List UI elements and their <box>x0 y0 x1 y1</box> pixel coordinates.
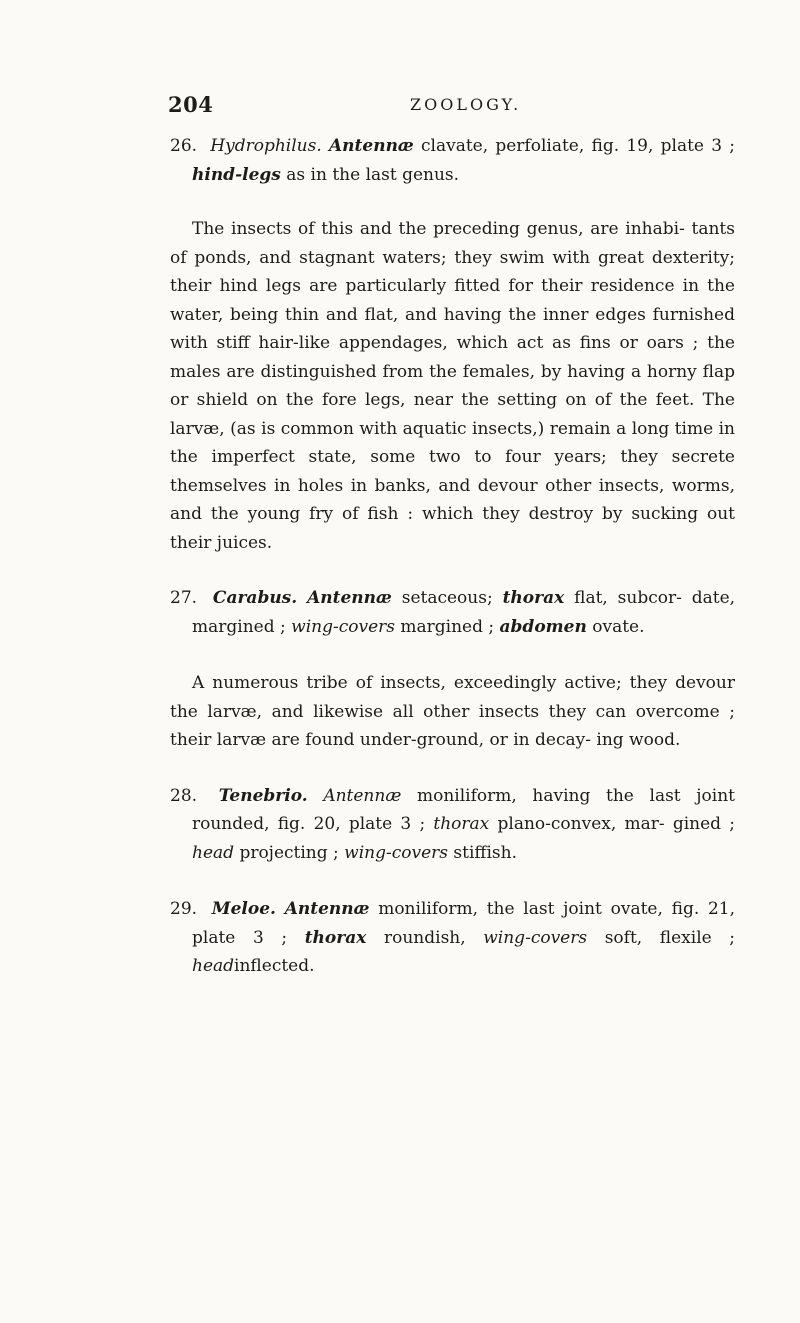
antennae-label: Antennæ <box>323 785 402 806</box>
thorax-label: thorax <box>502 588 565 608</box>
paragraph-carabus-habits: A numerous tribe of insects, exceedingly active; they devour the larvæ, and likewise all other insects they can overcome ; their larvæ are found under-ground, or in decay- ing wood. <box>170 673 735 750</box>
genus-entry-tenebrio <box>170 782 735 868</box>
genus-name: Hydrophilus. <box>210 136 322 156</box>
antennae-description: setaceous; <box>401 588 493 608</box>
antennae-description: moniliform, the last joint ovate, fig. 21, plate 3 ; <box>192 899 735 948</box>
entry-number: 29. <box>170 899 198 919</box>
thorax-label: thorax <box>304 927 367 948</box>
genus-entry-hydrophilus <box>170 132 735 189</box>
wing-covers-description: margined ; <box>400 616 495 637</box>
head-description: inflected. <box>234 956 315 976</box>
head-label: head <box>192 956 235 976</box>
wing-covers-description: stiffish. <box>453 842 518 863</box>
page-header <box>168 92 728 122</box>
antennae-description: clavate, perfoliate, fig. 19, plate 3 ; <box>421 136 735 156</box>
running-head: ZOOLOGY. <box>410 95 522 114</box>
abdomen-label: abdomen <box>499 616 587 637</box>
page-body <box>170 132 735 981</box>
antennae-label: Antennæ <box>307 588 392 608</box>
genus-name: Tenebrio. <box>218 785 308 806</box>
thorax-description: flat, subcor- date, margined ; <box>192 588 736 637</box>
legs-description: as in the last genus. <box>286 164 460 185</box>
wing-covers-label: wing-covers <box>291 616 395 637</box>
genus-name: Meloe. <box>211 899 276 919</box>
antennae-label: Antennæ <box>284 899 370 919</box>
entry-number: 28. <box>170 785 198 806</box>
entry-number: 27. <box>170 588 198 608</box>
head-label: head <box>192 842 235 863</box>
genus-name: Carabus. <box>212 588 298 608</box>
antennae-description: moniliform, having the last joint rounded, fig. 20, plate 3 ; <box>192 785 736 834</box>
thorax-label: thorax <box>433 814 490 834</box>
wing-covers-label: wing-covers <box>344 842 449 863</box>
entry-number: 26. <box>170 136 198 156</box>
genus-entry-carabus <box>170 584 735 641</box>
wing-covers-label: wing-covers <box>483 927 588 948</box>
legs-label: hind-legs <box>192 164 281 185</box>
wing-covers-description: soft, flexile ; <box>604 927 736 948</box>
thorax-description: plano-convex, mar- gined ; <box>497 814 735 834</box>
paragraph-aquatic-insects: The insects of this and the preceding genus, are inhabi- tants of ponds, and stagnant waters; they swim with great dexterity; their hind legs are particularly fitted for their residence in the water, being thin and flat, and having the inner edges furnished with stiff hair-like appendages, which act as fins or oars ; the males are distinguished from the females, by having a horny flap or shield on the fore legs, near the setting on of the feet. The larvæ, (as is common with aquatic insects,) remain a long time in the imperfect state, some two to four years; they secrete themselves in holes in banks, and devour other insects, worms, and the young fry of fish : which they destroy by sucking out their juices. <box>170 219 735 553</box>
genus-entry-meloe <box>170 895 735 981</box>
antennae-label: Antennæ <box>328 136 414 156</box>
head-description: projecting ; <box>239 842 339 863</box>
page-number: 204 <box>168 92 214 117</box>
abdomen-description: ovate. <box>592 616 645 637</box>
thorax-description: roundish, <box>383 927 466 948</box>
